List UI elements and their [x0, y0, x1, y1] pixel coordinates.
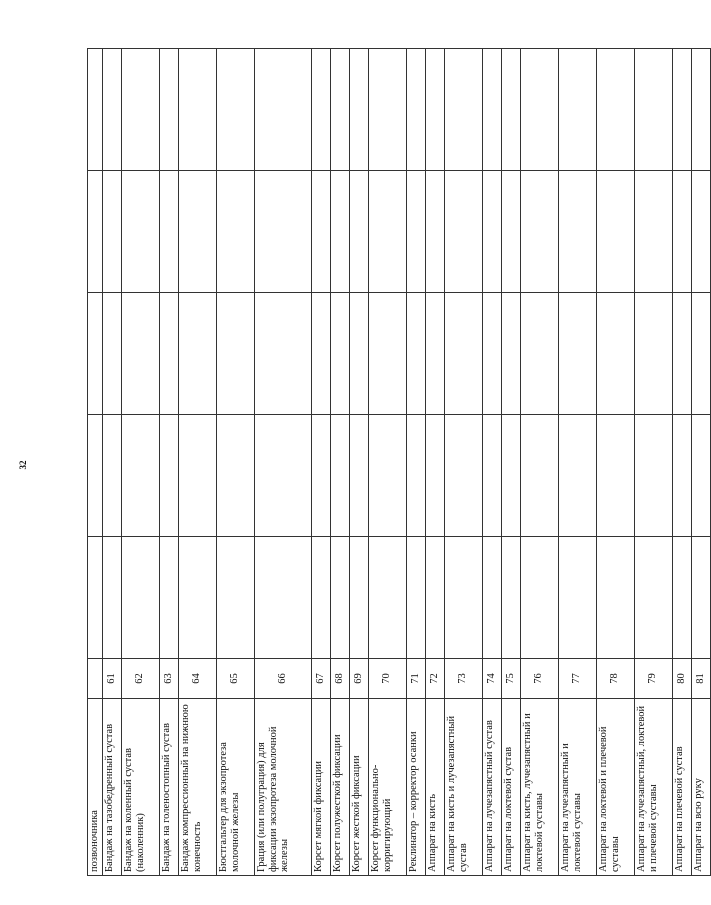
device-name-cell: Бандаж на голеностопный сустав [159, 699, 178, 876]
empty-cell [444, 293, 482, 415]
empty-cell [501, 49, 520, 171]
empty-cell [159, 171, 178, 293]
table-row [501, 49, 520, 876]
empty-cell [558, 537, 596, 659]
empty-cell [330, 171, 349, 293]
row-number-cell: 64 [178, 659, 216, 699]
empty-cell [425, 415, 444, 537]
empty-cell [425, 293, 444, 415]
empty-cell [216, 537, 254, 659]
empty-cell [482, 171, 501, 293]
empty-cell [406, 415, 425, 537]
empty-cell [254, 49, 311, 171]
device-name-cell: Бандаж на коленный сустав (наколенник) [121, 699, 159, 876]
empty-cell [311, 537, 330, 659]
table-row [102, 49, 121, 876]
empty-cell [558, 293, 596, 415]
table-row [178, 49, 216, 876]
empty-cell [159, 415, 178, 537]
empty-cell [178, 537, 216, 659]
empty-cell [330, 415, 349, 537]
row-number-cell: 63 [159, 659, 178, 699]
table-row [311, 49, 330, 876]
row-number-cell: 69 [349, 659, 368, 699]
empty-cell [444, 415, 482, 537]
empty-cell [501, 537, 520, 659]
empty-cell [349, 171, 368, 293]
empty-cell [368, 49, 406, 171]
empty-cell [691, 415, 710, 537]
table-row [672, 49, 691, 876]
empty-cell [596, 293, 634, 415]
row-number-cell: 61 [102, 659, 121, 699]
empty-cell [102, 537, 121, 659]
empty-cell [672, 49, 691, 171]
empty-cell [520, 49, 558, 171]
empty-cell [311, 171, 330, 293]
empty-cell [406, 293, 425, 415]
empty-cell [121, 293, 159, 415]
empty-cell [368, 171, 406, 293]
device-name-cell: Аппарат на кисть и лучезапястный сустав [444, 699, 482, 876]
device-name-cell: Грация (или полуграция) для фиксации экзопротеза молочной железы [254, 699, 311, 876]
empty-cell [444, 49, 482, 171]
device-name-cell: Аппарат на всю руку [691, 699, 710, 876]
table-row [349, 49, 368, 876]
empty-cell [520, 171, 558, 293]
empty-cell [254, 171, 311, 293]
table-row [444, 49, 482, 876]
empty-cell [406, 49, 425, 171]
device-name-cell: Аппарат на лучезапястный сустав [482, 699, 501, 876]
device-name-cell: Аппарат на плечевой сустав [672, 699, 691, 876]
row-number-cell: 78 [596, 659, 634, 699]
empty-cell [444, 171, 482, 293]
empty-cell [216, 293, 254, 415]
device-name-cell: Аппарат на кисть, лучезапястный и локтевой суставы [520, 699, 558, 876]
table-row [406, 49, 425, 876]
empty-cell [425, 537, 444, 659]
empty-cell [330, 537, 349, 659]
empty-cell [520, 415, 558, 537]
row-number-cell: 77 [558, 659, 596, 699]
table-row [368, 49, 406, 876]
empty-cell [178, 49, 216, 171]
device-name-cell: Корсет жесткой фиксации [349, 699, 368, 876]
row-number-cell: 73 [444, 659, 482, 699]
device-name-cell: Аппарат на локтевой сустав [501, 699, 520, 876]
empty-cell [330, 293, 349, 415]
empty-cell [121, 49, 159, 171]
row-number-cell: 62 [121, 659, 159, 699]
empty-cell [88, 293, 103, 415]
empty-cell [178, 293, 216, 415]
empty-cell [368, 415, 406, 537]
empty-cell [311, 293, 330, 415]
device-name-cell: Аппарат на лучезапястный и локтевой суставы [558, 699, 596, 876]
device-name-cell: позвоночника [88, 699, 103, 876]
row-number-cell: 72 [425, 659, 444, 699]
table-row [254, 49, 311, 876]
empty-cell [311, 415, 330, 537]
row-number-cell: 75 [501, 659, 520, 699]
empty-cell [159, 537, 178, 659]
empty-cell [691, 537, 710, 659]
empty-cell [672, 537, 691, 659]
empty-cell [634, 415, 672, 537]
empty-cell [520, 293, 558, 415]
row-number-cell: 80 [672, 659, 691, 699]
row-number-cell: 66 [254, 659, 311, 699]
empty-cell [501, 171, 520, 293]
empty-cell [102, 293, 121, 415]
empty-cell [691, 49, 710, 171]
empty-cell [216, 171, 254, 293]
table-row [482, 49, 501, 876]
empty-cell [102, 49, 121, 171]
empty-cell [349, 415, 368, 537]
empty-cell [406, 171, 425, 293]
table-row [88, 49, 103, 876]
row-number-cell [88, 659, 103, 699]
empty-cell [596, 171, 634, 293]
empty-cell [178, 415, 216, 537]
table-row [596, 49, 634, 876]
empty-cell [121, 415, 159, 537]
table-row [121, 49, 159, 876]
empty-cell [311, 49, 330, 171]
table-row [216, 49, 254, 876]
table-row [520, 49, 558, 876]
empty-cell [444, 537, 482, 659]
row-number-cell: 70 [368, 659, 406, 699]
device-name-cell: Бандаж на тазобедренный сустав [102, 699, 121, 876]
empty-cell [425, 171, 444, 293]
empty-cell [596, 49, 634, 171]
empty-cell [691, 171, 710, 293]
empty-cell [558, 171, 596, 293]
empty-cell [501, 415, 520, 537]
device-name-cell: Бюстгальтер для экзопротеза молочной железы [216, 699, 254, 876]
table-row [330, 49, 349, 876]
empty-cell [634, 293, 672, 415]
empty-cell [482, 415, 501, 537]
empty-cell [634, 49, 672, 171]
device-name-cell: Аппарат на лучезапястный, локтевой и плечевой суставы [634, 699, 672, 876]
empty-cell [596, 537, 634, 659]
empty-cell [88, 415, 103, 537]
empty-cell [672, 171, 691, 293]
page-number: 32 [18, 460, 28, 470]
empty-cell [482, 49, 501, 171]
device-name-cell: Аппарат на кисть [425, 699, 444, 876]
device-name-cell: Корсет полужесткой фиксации [330, 699, 349, 876]
empty-cell [482, 293, 501, 415]
row-number-cell: 76 [520, 659, 558, 699]
empty-cell [254, 415, 311, 537]
table-body [88, 49, 711, 876]
empty-cell [216, 415, 254, 537]
empty-cell [501, 293, 520, 415]
row-number-cell: 65 [216, 659, 254, 699]
empty-cell [634, 171, 672, 293]
empty-cell [691, 293, 710, 415]
empty-cell [672, 415, 691, 537]
table-row [691, 49, 710, 876]
device-name-cell: Аппарат на локтевой и плечевой суставы [596, 699, 634, 876]
empty-cell [330, 49, 349, 171]
row-number-cell: 71 [406, 659, 425, 699]
table-row [159, 49, 178, 876]
empty-cell [634, 537, 672, 659]
empty-cell [349, 49, 368, 171]
row-number-cell: 79 [634, 659, 672, 699]
empty-cell [558, 49, 596, 171]
row-number-cell: 81 [691, 659, 710, 699]
empty-cell [121, 537, 159, 659]
empty-cell [88, 49, 103, 171]
device-name-cell: Бандаж компрессионный на нижнюю конечность [178, 699, 216, 876]
empty-cell [406, 537, 425, 659]
row-number-cell: 67 [311, 659, 330, 699]
table-row [425, 49, 444, 876]
row-number-cell: 74 [482, 659, 501, 699]
empty-cell [102, 415, 121, 537]
empty-cell [121, 171, 159, 293]
empty-cell [672, 293, 691, 415]
empty-cell [254, 293, 311, 415]
orthopedic-devices-table [87, 48, 711, 876]
empty-cell [520, 537, 558, 659]
empty-cell [558, 415, 596, 537]
table-row [634, 49, 672, 876]
empty-cell [425, 49, 444, 171]
empty-cell [368, 537, 406, 659]
empty-cell [102, 171, 121, 293]
empty-cell [368, 293, 406, 415]
empty-cell [88, 171, 103, 293]
empty-cell [88, 537, 103, 659]
empty-cell [349, 537, 368, 659]
empty-cell [159, 49, 178, 171]
device-name-cell: Реклинатор – корректор осанки [406, 699, 425, 876]
row-number-cell: 68 [330, 659, 349, 699]
device-name-cell: Корсет функционально-корригирующий [368, 699, 406, 876]
empty-cell [216, 49, 254, 171]
empty-cell [349, 293, 368, 415]
device-name-cell: Корсет мягкой фиксации [311, 699, 330, 876]
table-row [558, 49, 596, 876]
empty-cell [159, 293, 178, 415]
empty-cell [482, 537, 501, 659]
empty-cell [178, 171, 216, 293]
empty-cell [596, 415, 634, 537]
empty-cell [254, 537, 311, 659]
rotated-table-container [87, 48, 706, 876]
